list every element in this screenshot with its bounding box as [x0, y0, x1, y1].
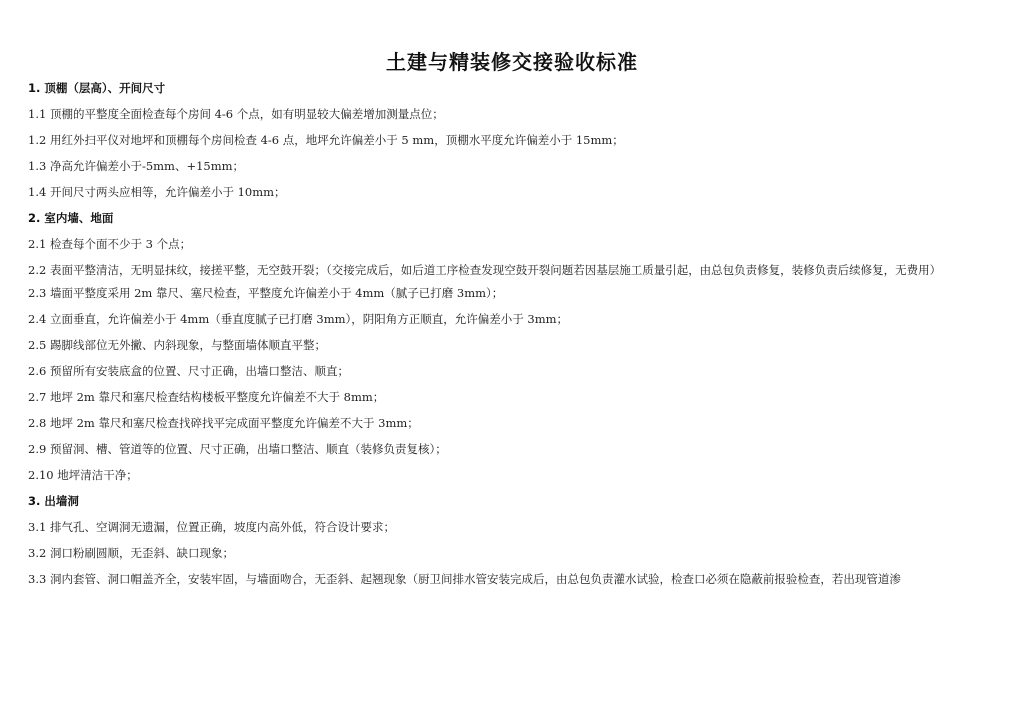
section-heading-2: 2. 室内墙、地面	[28, 211, 114, 225]
section-heading-1: 1. 顶棚（层高）、开间尺寸	[28, 81, 166, 95]
section-heading-3: 3. 出墙洞	[28, 494, 79, 508]
clause-1-3: 1.3 净高允许偏差小于-5mm、+15mm；	[28, 159, 245, 173]
clause-2-6: 2.6 预留所有安装底盒的位置、尺寸正确，出墙口整洁、顺直；	[28, 364, 349, 378]
clause-2-10: 2.10 地坪清洁干净；	[28, 468, 138, 482]
clause-2-9: 2.9 预留洞、槽、管道等的位置、尺寸正确，出墙口整洁、顺直（装修负责复核）；	[28, 442, 447, 456]
clause-2-2: 2.2 表面平整清洁，无明显抹纹，接搓平整，无空鼓开裂；（交接完成后，如后道工序检查发现空鼓开裂问题若因基层施工质量引起，由总包负责修复，装修负责后续修复，无费用）	[28, 263, 942, 277]
clause-1-1: 1.1 顶棚的平整度全面检查每个房间 4-6 个点，如有明显较大偏差增加测量点位；	[28, 107, 444, 121]
clause-1-4: 1.4 开间尺寸两头应相等，允许偏差小于 10mm；	[28, 185, 286, 199]
clause-3-1: 3.1 排气孔、空调洞无遗漏，位置正确，坡度内高外低，符合设计要求；	[28, 520, 395, 534]
clause-2-5: 2.5 踢脚线部位无外撇、内斜现象，与整面墙体顺直平整；	[28, 338, 326, 352]
clause-3-2: 3.2 洞口粉刷圆顺，无歪斜、缺口现象；	[28, 546, 234, 560]
clause-1-2: 1.2 用红外扫平仪对地坪和顶棚每个房间检查 4-6 点，地坪允许偏差小于 5 mm，顶棚水平度允许偏差小于 15mm；	[28, 133, 624, 147]
clause-2-8: 2.8 地坪 2m 靠尺和塞尺检查找碎找平完成面平整度允许偏差不大于 3mm；	[28, 416, 419, 430]
clause-2-1: 2.1 检查每个面不少于 3 个点；	[28, 237, 192, 251]
document-body	[28, 81, 994, 598]
clause-2-4: 2.4 立面垂直，允许偏差小于 4mm（垂直度腻子已打磨 3mm），阴阳角方正顺直，允许偏差小于 3mm；	[28, 312, 569, 326]
clause-3-3: 3.3 洞内套管、洞口帽盖齐全，安装牢固，与墙面吻合，无歪斜、起翘现象（厨卫间排水管安装完成后，由总包负责灌水试验，检查口必须在隐蔽前报验检查，若出现管道渗	[28, 572, 901, 586]
clause-2-7: 2.7 地坪 2m 靠尺和塞尺检查结构楼板平整度允许偏差不大于 8mm；	[28, 390, 385, 404]
clause-2-3: 2.3 墙面平整度采用 2m 靠尺、塞尺检查，平整度允许偏差小于 4mm（腻子已打磨 3mm）；	[28, 286, 504, 300]
document-title: 土建与精装修交接验收标准	[386, 50, 638, 74]
